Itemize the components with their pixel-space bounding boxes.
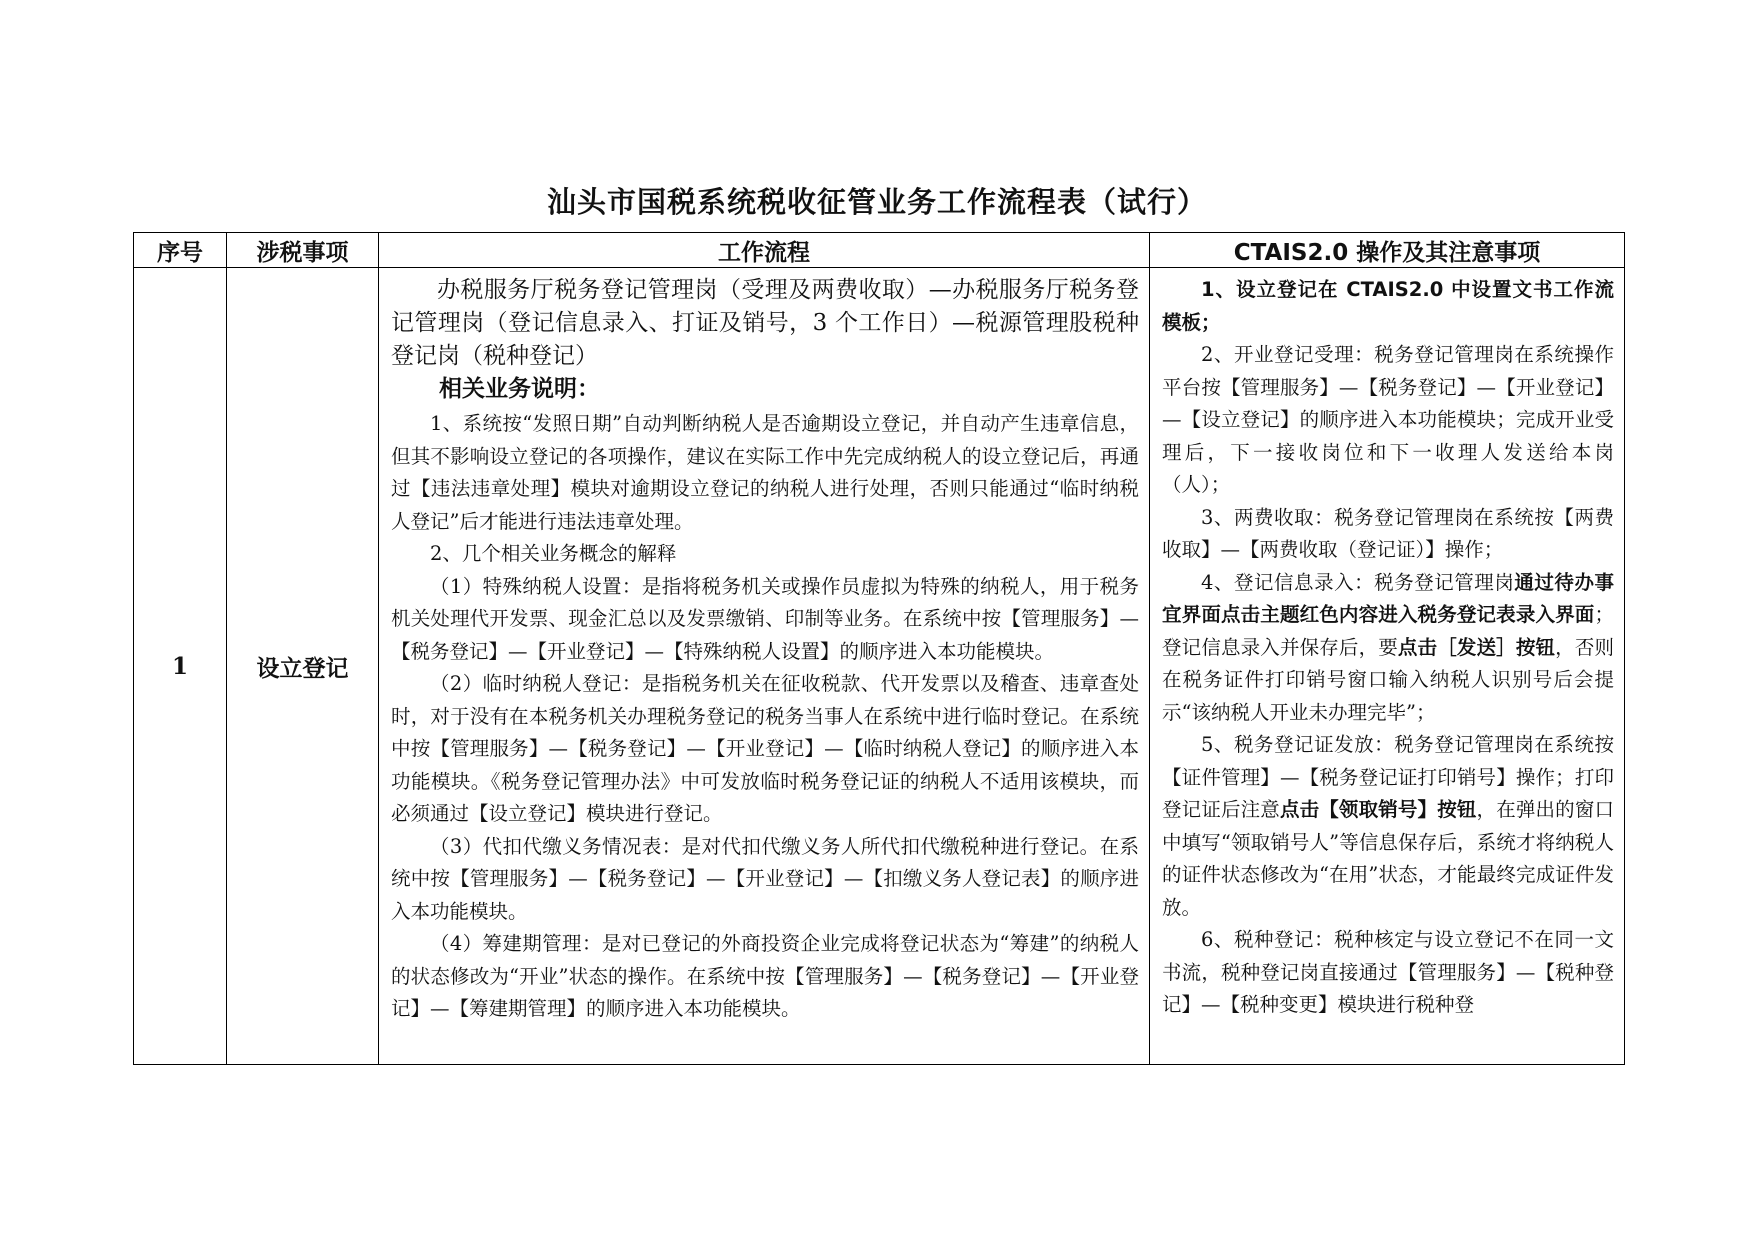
header-ops: CTAIS2.0 操作及其注意事项 bbox=[1150, 233, 1625, 268]
workflow-paragraph: （1）特殊纳税人设置：是指将税务机关或操作员虚拟为特殊的纳税人，用于税务机关处理代开发票、现金汇总以及发票缴销、印制等业务。在系统中按【管理服务】—【税务登记】—【开业登记】—【特殊纳税人设置】的顺序进入本功能模块。 bbox=[391, 574, 1139, 663]
ops-bold-text: 通过待办事宜界面点击主题红色内容进入税务登记表录入界面 bbox=[1162, 570, 1614, 626]
ops-paragraph bbox=[1162, 274, 1614, 339]
workflow-paragraph: （4）筹建期管理：是对已登记的外商投资企业完成将登记状态为“筹建”的纳税人的状态修改为“开业”状态的操作。在系统中按【管理服务】—【税务登记】—【开业登记】—【筹建期管理】的顺序进入本功能模块。 bbox=[391, 932, 1139, 1020]
row-number: 1 bbox=[134, 268, 227, 1065]
workflow-lead: 办税服务厅税务登记管理岗（受理及两费收取）—办税服务厅税务登记管理岗（登记信息录入、打证及销号，3 个工作日）—税源管理股税种登记岗（税种登记） bbox=[391, 277, 1139, 369]
ops-paragraph bbox=[1162, 729, 1614, 924]
page-title: 汕头市国税系统税收征管业务工作流程表（试行） bbox=[546, 185, 1207, 219]
workflow-subheading: 相关业务说明： bbox=[439, 376, 600, 402]
ops-bold-text: 点击【领取销号】按钮 bbox=[1279, 798, 1477, 821]
ops-bold-text: 点击［发送］按钮 bbox=[1397, 635, 1556, 659]
row-item: 设立登记 bbox=[227, 268, 379, 1065]
workflow-paragraph: 2、几个相关业务概念的解释 bbox=[430, 542, 677, 565]
ops-paragraph: 6、税种登记：税种核定与设立登记不在同一文书流，税种登记岗直接通过【管理服务】—【税种登记】—【税种变更】模块进行税种登 bbox=[1162, 928, 1614, 1016]
workflow-cell bbox=[379, 268, 1150, 1065]
ops-paragraph bbox=[1162, 567, 1614, 730]
ops-text: ，否则在税务证件打印销号窗口输入纳税人识别号后会提示“该纳税人开业未办理完毕”； bbox=[1162, 635, 1614, 724]
workflow-paragraph: （2）临时纳税人登记：是指税务机关在征收税款、代开发票以及稽查、违章查处时，对于没有在本税务机关办理税务登记的税务当事人在系统中进行临时登记。在系统中按【管理服务】—【税务登记】—【开业登记】—【临时纳税人登记】的顺序进入本功能模块。《税务登记管理办法》中可发放临时税务登记证的纳税人不适用该模块，而必须通过【设立登记】模块进行登记。 bbox=[391, 672, 1139, 825]
ops-paragraph: 3、两费收取：税务登记管理岗在系统按【两费收取】—【两费收取（登记证）】操作； bbox=[1162, 505, 1614, 561]
workflow-table bbox=[133, 232, 1625, 1065]
ops-text: ；登记信息录入并保存后，要 bbox=[1162, 603, 1614, 659]
header-workflow: 工作流程 bbox=[379, 233, 1150, 268]
table-header-row bbox=[134, 233, 1625, 268]
header-item: 涉税事项 bbox=[227, 233, 379, 268]
ops-bold-text: 1、设立登记在 CTAIS2.0 中设置文书工作流模板； bbox=[1162, 278, 1614, 334]
workflow-paragraph: 1、系统按“发照日期”自动判断纳税人是否逾期设立登记，并自动产生违章信息，但其不影响设立登记的各项操作，建议在实际工作中先完成纳税人的设立登记后，再通过【违法违章处理】模块对逾期设立登记的纳税人进行处理，否则只能通过“临时纳税人登记”后才能进行违法违章处理。 bbox=[391, 412, 1139, 533]
ops-text: 4、登记信息录入：税务登记管理岗 bbox=[1201, 570, 1515, 594]
header-num: 序号 bbox=[134, 233, 227, 268]
table-row bbox=[134, 268, 1625, 1065]
ops-cell bbox=[1150, 268, 1625, 1065]
ops-paragraph: 2、开业登记受理：税务登记管理岗在系统操作平台按【管理服务】—【税务登记】—【开业登记】—【设立登记】的顺序进入本功能模块；完成开业受理后，下一接收岗位和下一收理人发送给本岗（人）； bbox=[1162, 343, 1614, 496]
ops-text: ，在弹出的窗口中填写“领取销号人”等信息保存后，系统才将纳税人的证件状态修改为“在用”状态，才能最终完成证件发放。 bbox=[1162, 798, 1614, 919]
workflow-paragraph: （3）代扣代缴义务情况表：是对代扣代缴义务人所代扣代缴税种进行登记。在系统中按【管理服务】—【税务登记】—【开业登记】—【扣缴义务人登记表】的顺序进入本功能模块。 bbox=[391, 834, 1139, 923]
ops-text: 5、税务登记证发放：税务登记管理岗在系统按【证件管理】—【税务登记证打印销号】操作；打印登记证后注意 bbox=[1162, 733, 1614, 821]
